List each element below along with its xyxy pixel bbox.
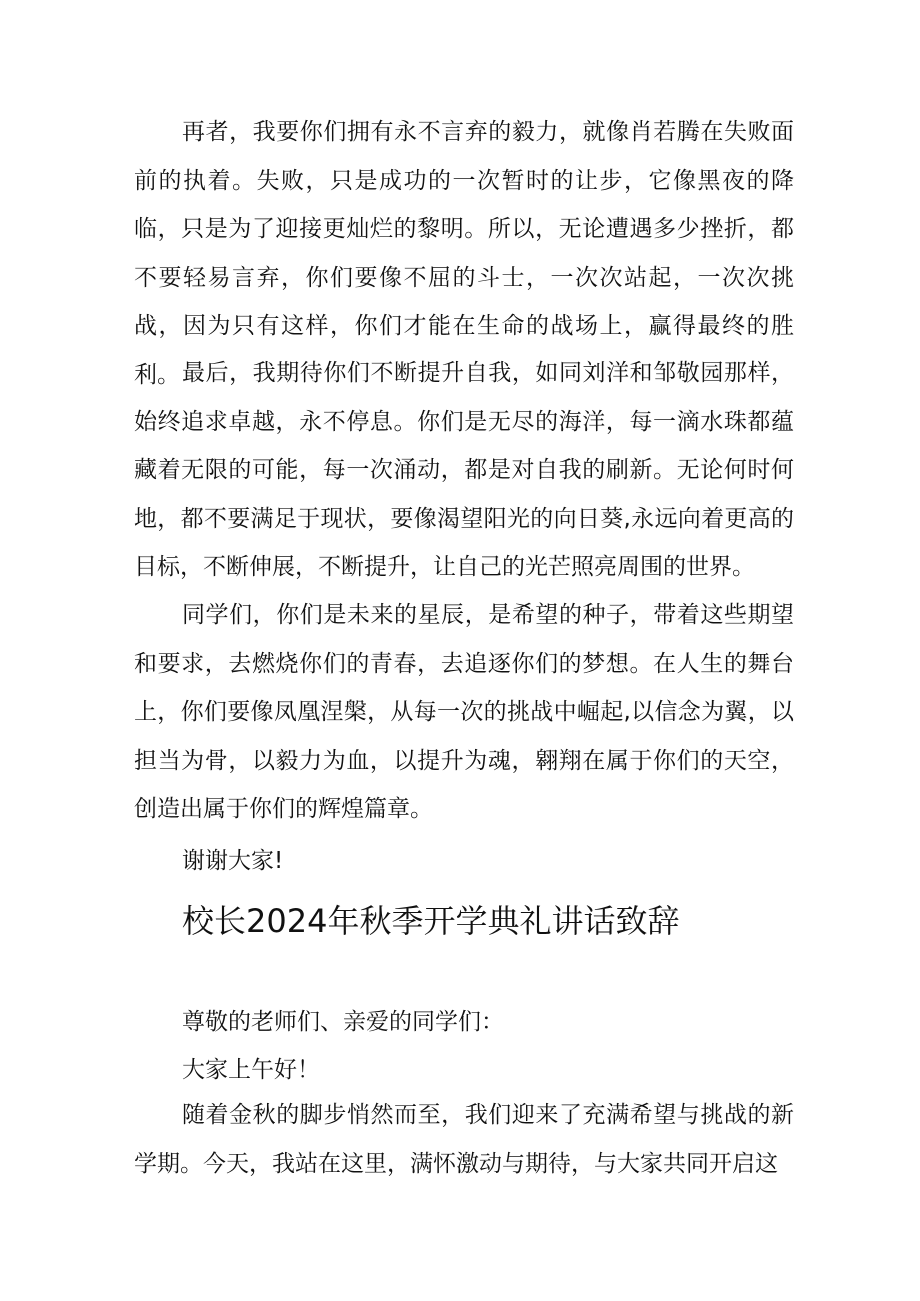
paragraph-perseverance: 再者，我要你们拥有永不言弃的毅力，就像肖若腾在失败面前的执着。失败，只是成功的一次暂时的让步，它像黑夜的降临，只是为了迎接更灿烂的黎明。所以，无论遭遇多少挫折，都不要轻易言弃，你们要像不屈的斗士，一次次站起，一次次挑战，因为只有这样，你们才能在生命的战场上，赢得最终的胜利。: [134, 119, 794, 388]
paragraph-opening: 随着金秋的脚步悄然而至，我们迎来了充满希望与挑战的新学期。今天，我站在这里，满怀激动与期待，与大家共同开启这: [134, 1102, 794, 1177]
paragraph-closing-address: 同学们，你们是未来的星辰，是希望的种子，带着这些期望和要求，去燃烧你们的青春，去追逐你们的梦想。在人生的舞台上，你们要像凤凰涅槃，从每一次的挑战中崛起,以信念为翼，以担当为骨，以毅力为血，以提升为魂，翱翔在属于你们的天空，创造出属于你们的辉煌篇章。: [134, 602, 794, 822]
speech-title: 校长2024年秋季开学典礼讲话致辞: [182, 902, 680, 940]
paragraph-self-improvement: 最后，我期待你们不断提升自我，如同刘洋和邹敬园那样，始终追求卓越，永不停息。你们是无尽的海洋，每一滴水珠都蕴藏着无限的可能，每一次涌动，都是对自我的刷新。无论何时何地，都不要满足于现状，要像渴望阳光的向日葵,永远向着更高的目标，不断伸展，不断提升，让自己的光芒照亮周围的世界。: [134, 360, 794, 580]
thanks-line: 谢谢大家!: [182, 848, 284, 874]
greeting-line: 大家上午好！: [182, 1057, 320, 1083]
salutation-line: 尊敬的老师们、亲爱的同学们：: [182, 1009, 504, 1035]
